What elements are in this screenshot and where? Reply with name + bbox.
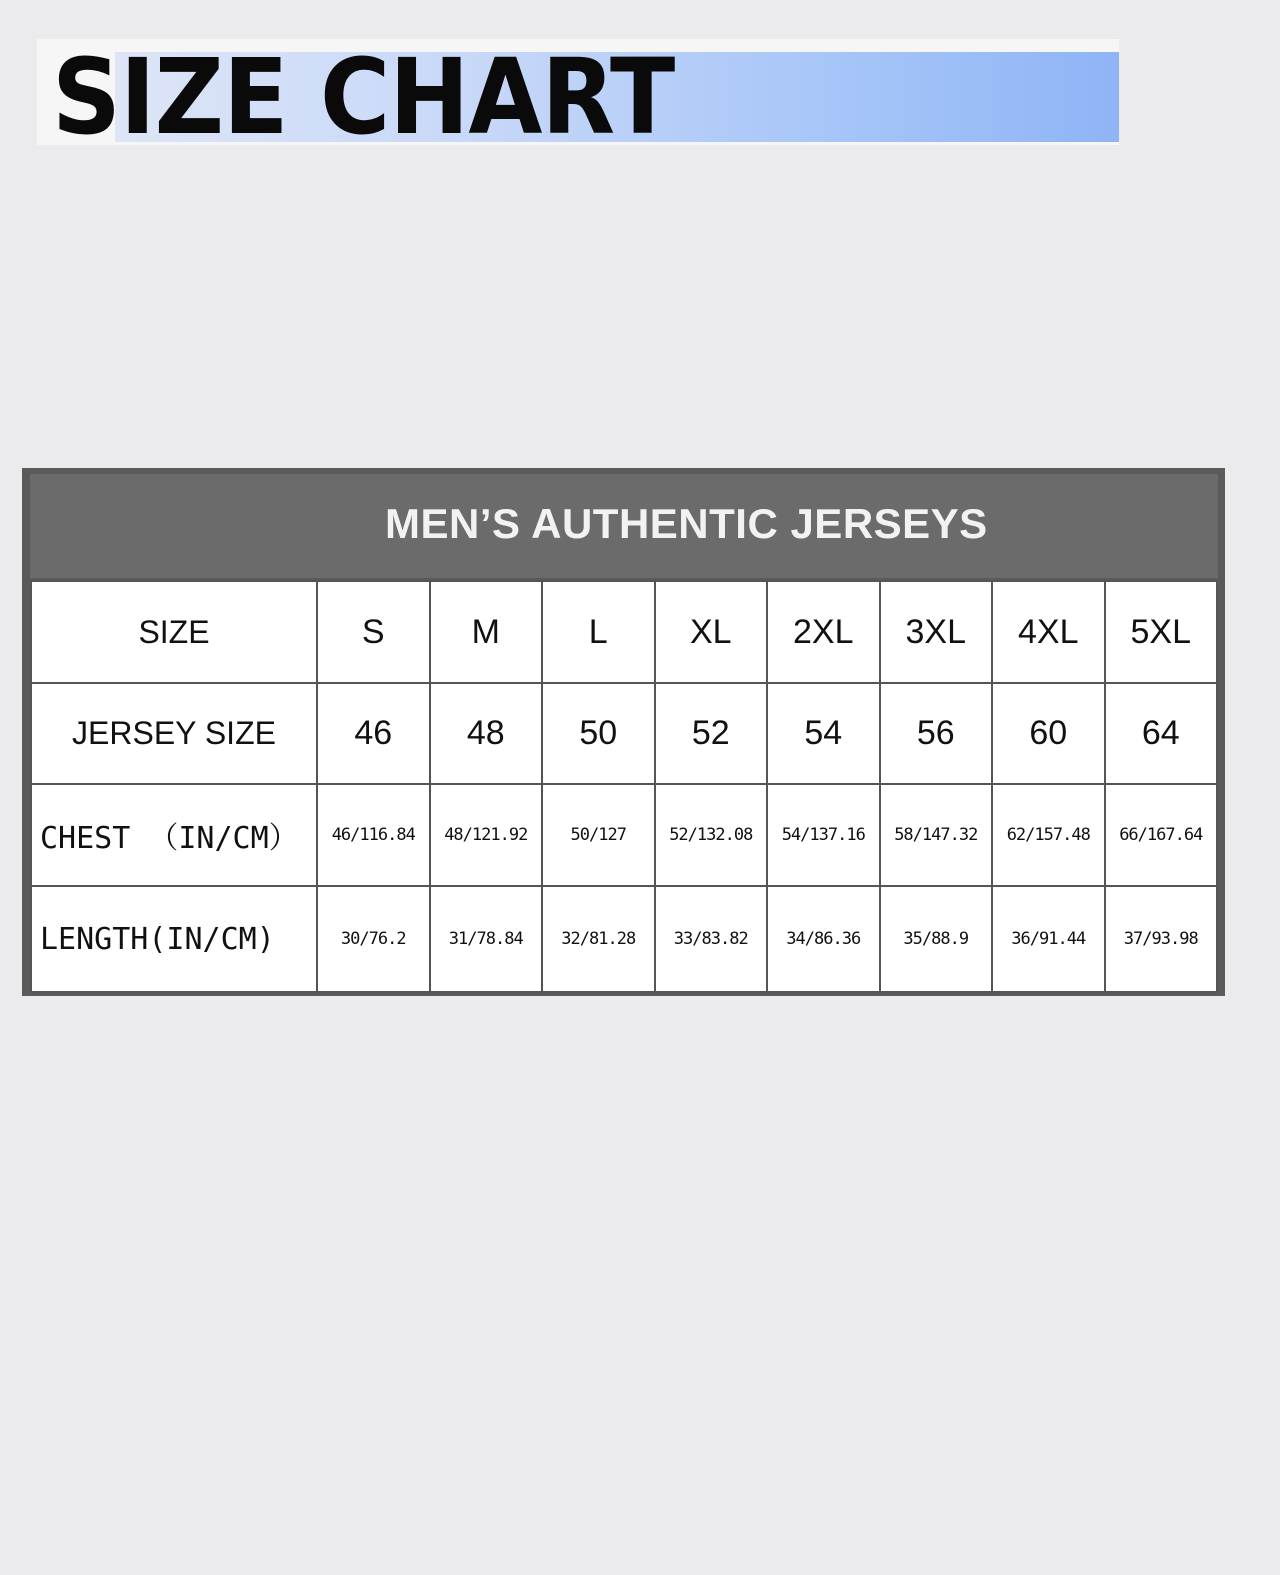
table-header	[30, 474, 1218, 578]
table-cell: 54	[767, 683, 880, 784]
table-cell: 32/81.28	[542, 886, 655, 992]
page-title: SIZE CHART	[52, 36, 675, 158]
table-cell: 50/127	[542, 784, 655, 886]
size-row	[31, 581, 1217, 683]
table-cell: 60	[992, 683, 1105, 784]
row-label: JERSEY SIZE	[31, 683, 317, 784]
table-cell: M	[430, 581, 543, 683]
table-cell: 48/121.92	[430, 784, 543, 886]
table-cell: 52	[655, 683, 768, 784]
table-cell: 52/132.08	[655, 784, 768, 886]
table-cell: 31/78.84	[430, 886, 543, 992]
table-cell: 2XL	[767, 581, 880, 683]
table-cell: 46	[317, 683, 430, 784]
table-cell: 37/93.98	[1105, 886, 1218, 992]
table-cell: 46/116.84	[317, 784, 430, 886]
table-cell: 34/86.36	[767, 886, 880, 992]
table-cell: 50	[542, 683, 655, 784]
table-cell: 35/88.9	[880, 886, 993, 992]
chest-row	[31, 784, 1217, 886]
row-label: LENGTH(IN/CM)	[31, 886, 317, 992]
table-cell: 66/167.64	[1105, 784, 1218, 886]
table-cell: 62/157.48	[992, 784, 1105, 886]
table-cell: XL	[655, 581, 768, 683]
table-cell: 64	[1105, 683, 1218, 784]
row-label: CHEST （IN/CM）	[31, 784, 317, 886]
table-cell: 3XL	[880, 581, 993, 683]
size-table	[30, 580, 1218, 993]
table-cell: L	[542, 581, 655, 683]
length-row	[31, 886, 1217, 992]
jersey-size-row	[31, 683, 1217, 784]
table-cell: 4XL	[992, 581, 1105, 683]
table-cell: 5XL	[1105, 581, 1218, 683]
table-cell: 58/147.32	[880, 784, 993, 886]
row-label: SIZE	[31, 581, 317, 683]
table-title: MEN’S AUTHENTIC JERSEYS	[385, 500, 988, 547]
table-cell: 56	[880, 683, 993, 784]
table-cell: 30/76.2	[317, 886, 430, 992]
table-cell: 54/137.16	[767, 784, 880, 886]
table-cell: 36/91.44	[992, 886, 1105, 992]
table-cell: 33/83.82	[655, 886, 768, 992]
table-cell: 48	[430, 683, 543, 784]
table-cell: S	[317, 581, 430, 683]
